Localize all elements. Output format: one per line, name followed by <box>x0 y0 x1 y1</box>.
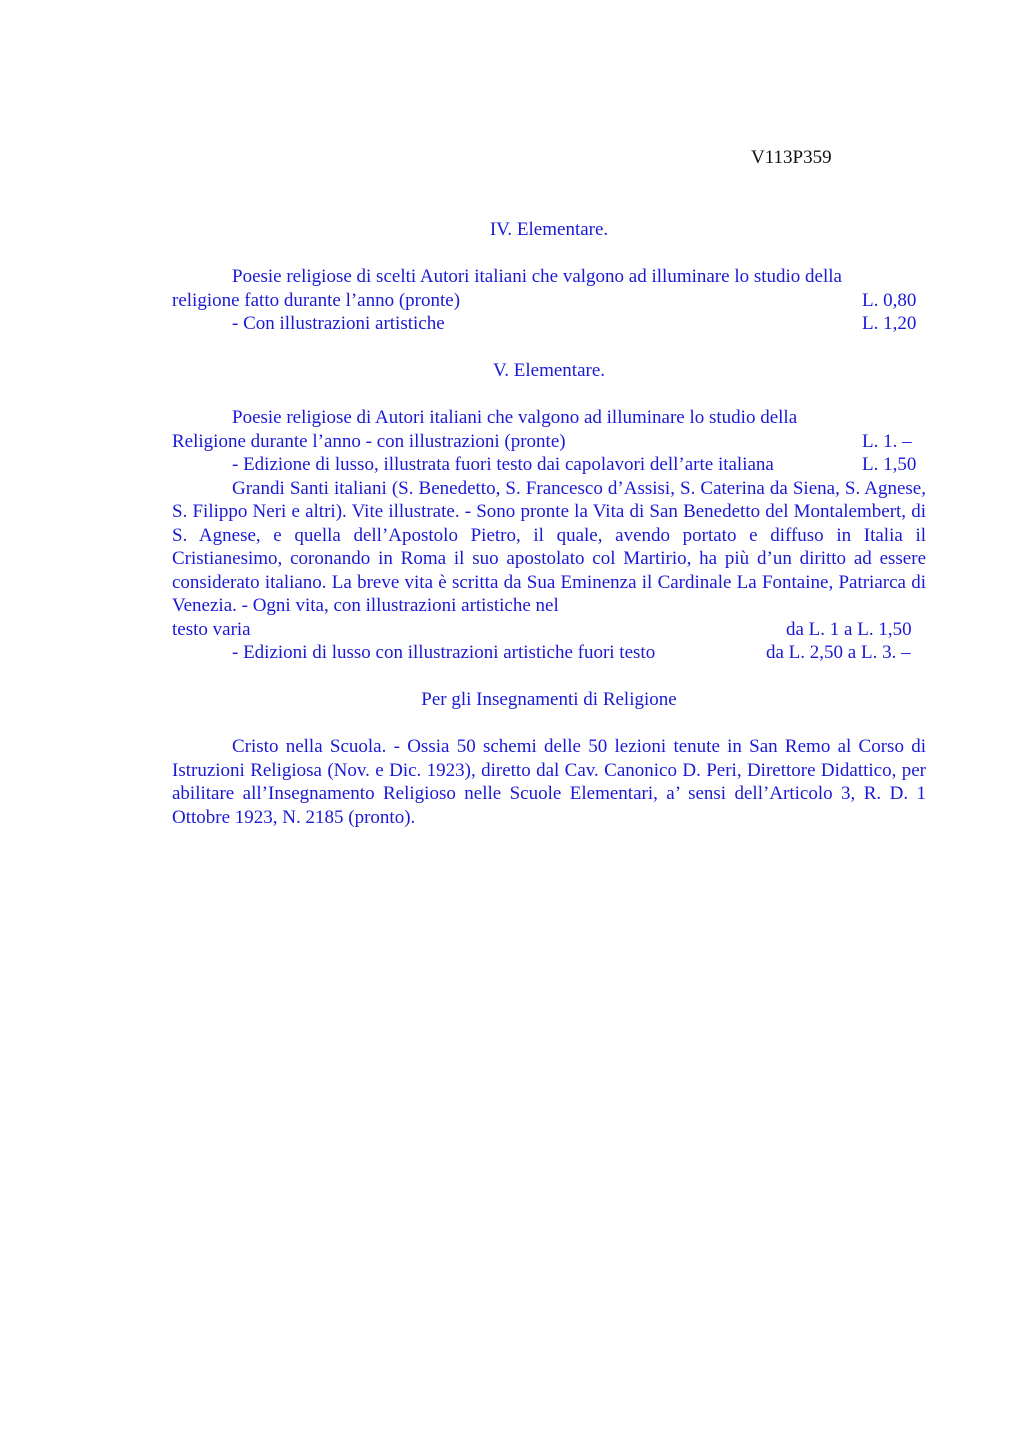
catalog-entry-cristo-nella-scuola: Cristo nella Scuola. - Ossia 50 schemi delle 50 lezioni tenute in San Remo al Corso di Istruzioni Religiosa (Nov. e Dic. 1923), diretto dal Cav. Canonico D. Peri, Direttore Didattico, per abilitare all’Insegnamento Religioso nelle Scuole Elementari, a’ sensi dell’Articolo 3, R. D. 1 Ottobre 1923, N. 2185 (pronto). <box>172 736 926 828</box>
document-body <box>172 218 926 829</box>
entry-text-tail: Religione durante l’anno - con illustrazioni (pronte) <box>172 430 566 452</box>
catalog-entry-grandi-santi: Grandi Santi italiani (S. Benedetto, S. Francesco d’Assisi, S. Caterina da Siena, S. Agnese, S. Filippo Neri e altri). Vite illustrate. - Sono pronte la Vita di San Benedetto del Montalembert, di S. Agnese, e quella dell’Apostolo Pietro, il quale, avendo portato e diffuso in Italia il Cristianesimo, coronando in Roma il suo apostolato col Martirio, ha più d’un diritto ad essere considerato italiano. La breve vita è scritta da Sua Eminenza il Cardinale La Fontaine, Patriarca di Venezia. - Ogni vita, con illustrazioni artistiche nel <box>172 477 926 616</box>
catalog-entry-lusso-v <box>172 453 926 477</box>
section-heading-religione: Per gli Insegnamenti di Religione <box>421 689 677 710</box>
entry-price-line <box>172 618 926 642</box>
entry-price: da L. 2,50 a L. 3. – <box>766 642 911 663</box>
catalog-entry-illustrated-iv <box>172 312 926 336</box>
entry-text: - Edizione di lusso, illustrata fuori testo dai capolavori dell’arte italiana <box>232 454 774 475</box>
entry-text: Poesie religiose di scelti Autori italiani che valgono ad illuminare lo studio della <box>232 266 842 287</box>
entry-price: L. 0,80 <box>862 289 917 311</box>
entry-price: L. 1. – <box>862 430 912 452</box>
section-heading-v: V. Elementare. <box>492 360 606 381</box>
catalog-entry-lusso-santi <box>172 641 926 665</box>
entry-price: L. 1,20 <box>862 313 917 334</box>
catalog-entry-poesie-iv <box>172 265 926 289</box>
entry-text: - Edizioni di lusso con illustrazioni artistiche fuori testo <box>232 642 656 663</box>
page-number: V113P359 <box>751 147 832 168</box>
entry-text: Poesie religiose di Autori italiani che valgono ad illuminare lo studio della <box>232 407 798 428</box>
catalog-entry-poesie-v <box>172 406 926 430</box>
entry-price: da L. 1 a L. 1,50 <box>786 618 912 640</box>
entry-price-line <box>172 289 926 313</box>
entry-price-line <box>172 430 926 454</box>
entry-text-tail: religione fatto durante l’anno (pronte) <box>172 289 461 311</box>
entry-text-tail: testo varia <box>172 618 251 640</box>
entry-price: L. 1,50 <box>862 454 917 475</box>
entry-text: - Con illustrazioni artistiche <box>232 313 445 334</box>
section-heading-iv: IV. Elementare. <box>489 219 609 240</box>
